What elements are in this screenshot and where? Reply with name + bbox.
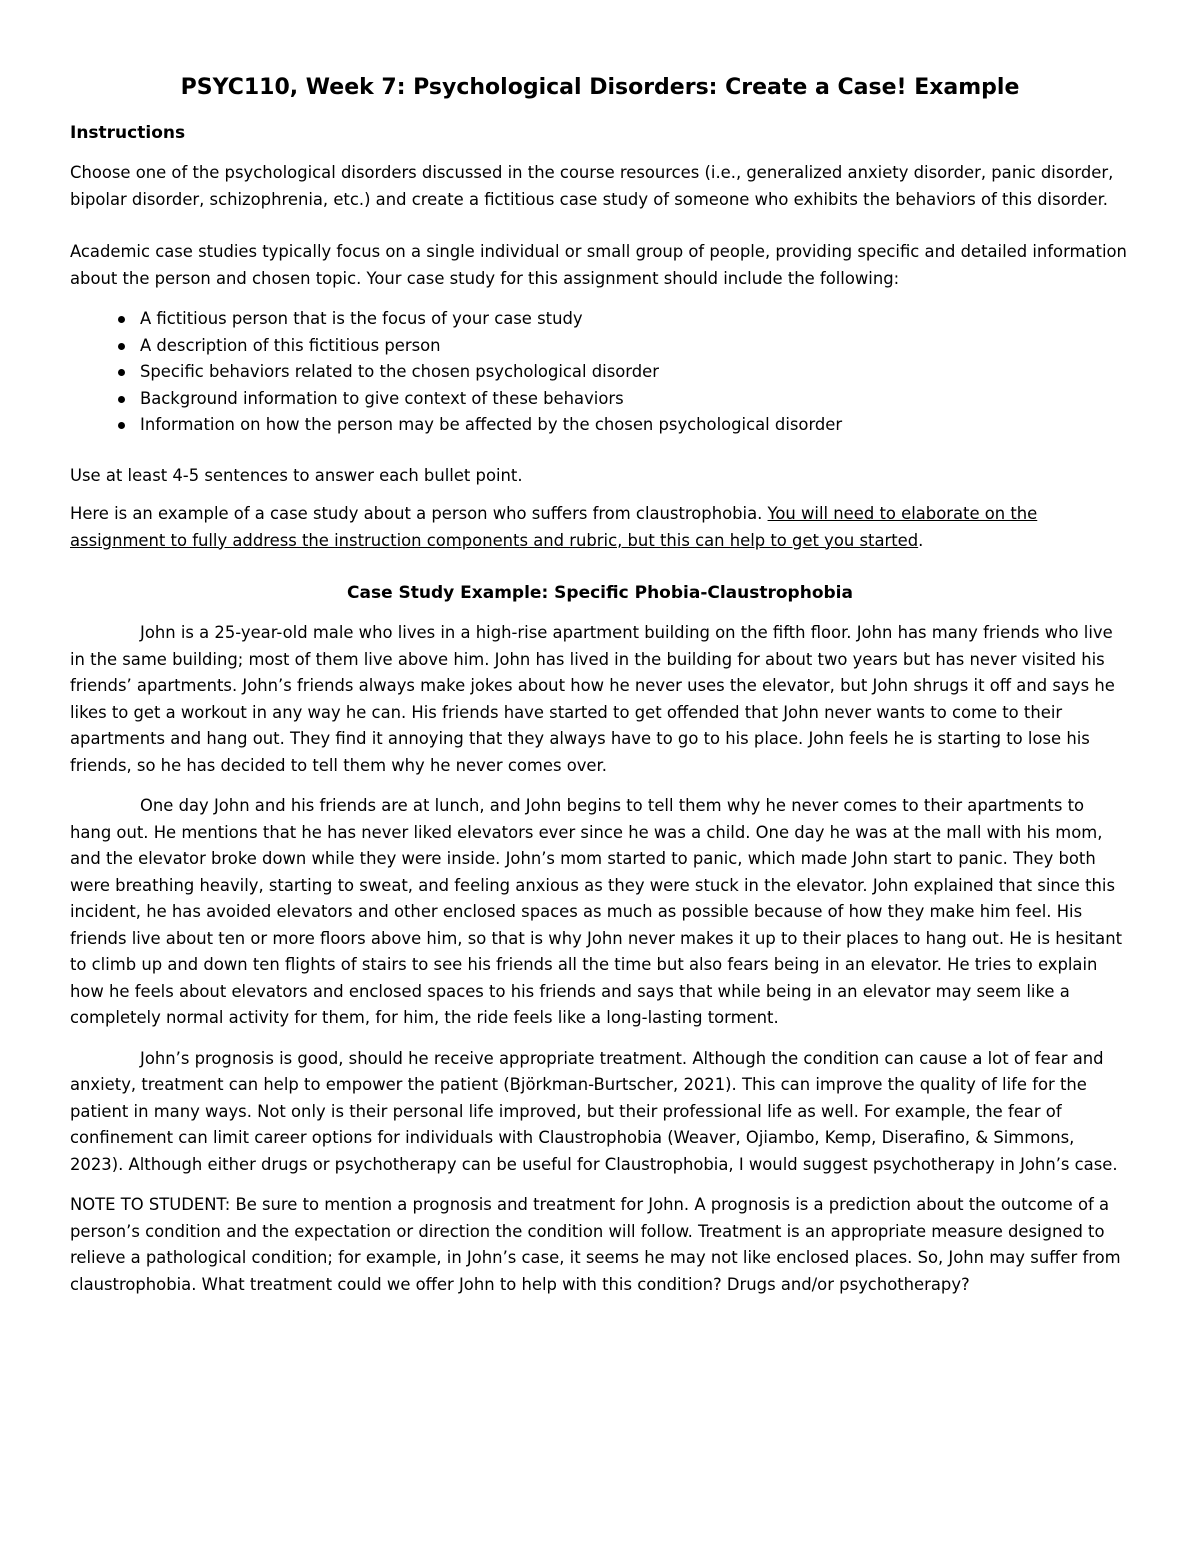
list-item-text: Specific behaviors related to the chosen psychological disorder bbox=[140, 362, 659, 381]
list-item-text: Information on how the person may be affected by the chosen psychological disorder bbox=[140, 415, 843, 434]
case-study-paragraph-1: John is a 25-year-old male who lives in a high-rise apartment building on the fifth floor. John has many friends who live in the same building; most of them live above him. John has lived in the building for about two years but has never visited his friends’ apartments. John’s friends always make jokes about how he never uses the elevator, but John shrugs it off and says he likes to get a workout in any way he can. His friends have started to get offended that John never wants to come to their apartments and hang out. They find it annoying that they always have to go to his place. John feels he is starting to lose his friends, so he has decided to tell them why he never comes over. bbox=[70, 623, 1115, 775]
example-intro-paragraph bbox=[70, 501, 1130, 554]
bullet-icon bbox=[118, 316, 125, 323]
sentence-requirement: Use at least 4-5 sentences to answer each bullet point. bbox=[70, 465, 523, 485]
requirements-list bbox=[70, 306, 1130, 439]
list-item bbox=[118, 306, 1130, 333]
list-item-text: A fictitious person that is the focus of your case study bbox=[140, 309, 583, 328]
bullet-icon bbox=[118, 396, 125, 403]
elaborate-note: You will need to elaborate on the assignment to fully address the instruction components and rubric, but this can help to get you started bbox=[70, 504, 1038, 550]
list-item bbox=[118, 333, 1130, 360]
note-to-student: NOTE TO STUDENT: Be sure to mention a prognosis and treatment for John. A prognosis is a prediction about the outcome of a person’s condition and the expectation or direction the condition will follow. Treatment is an appropriate measure designed to relieve a pathological condition; for example, in John’s case, it seems he may not like enclosed places. So, John may suffer from claustrophobia. What treatment could we offer John to help with this condition? Drugs and/or psychotherapy? bbox=[70, 1195, 1121, 1294]
example-intro-text: Here is an example of a case study about a person who suffers from claustrophobia. bbox=[70, 504, 768, 523]
bullet-icon bbox=[118, 369, 125, 376]
case-study-paragraph-3: John’s prognosis is good, should he receive appropriate treatment. Although the condition can cause a lot of fear and anxiety, treatment can help to empower the patient (Björkman-Burtscher, 2021). This can improve the quality of life for the patient in many ways. Not only is their personal life improved, but their professional life as well. For example, the fear of confinement can limit career options for individuals with Claustrophobia (Weaver, Ojiambo, Kemp, Diserafino, & Simmons, 2023). Although either drugs or psychotherapy can be useful for Claustrophobia, I would suggest psychotherapy in John’s case. bbox=[70, 1048, 1118, 1174]
document-page bbox=[70, 72, 1130, 1298]
page-title: PSYC110, Week 7: Psychological Disorders: Create a Case! Example bbox=[180, 75, 1020, 100]
example-intro-end: . bbox=[918, 530, 924, 550]
list-item bbox=[118, 386, 1130, 413]
instructions-heading: Instructions bbox=[70, 123, 186, 143]
case-study-heading: Case Study Example: Specific Phobia-Claustrophobia bbox=[347, 583, 853, 603]
bullet-icon bbox=[118, 422, 125, 429]
list-item bbox=[118, 412, 1130, 439]
instructions-paragraph-2: Academic case studies typically focus on a single individual or small group of people, providing specific and detailed information about the person and chosen topic. Your case study for this assignment should include the following: bbox=[70, 242, 1127, 288]
list-item-text: Background information to give context of these behaviors bbox=[140, 388, 624, 408]
list-item-text: A description of this fictitious person bbox=[140, 335, 441, 355]
bullet-icon bbox=[118, 343, 125, 350]
list-item bbox=[118, 359, 1130, 386]
case-study-paragraph-2: One day John and his friends are at lunch, and John begins to tell them why he never comes to their apartments to hang out. He mentions that he has never liked elevators ever since he was a child. One day he was at the mall with his mom, and the elevator broke down while they were inside. John’s mom started to panic, which made John start to panic. They both were breathing heavily, starting to sweat, and feeling anxious as they were stuck in the elevator. John explained that since this incident, he has avoided elevators and other enclosed spaces as much as possible because of how they make him feel. His friends live about ten or more floors above him, so that is why John never makes it up to their places to hang out. He is hesitant to climb up and down ten flights of stairs to see his friends all the time but also fears being in an elevator. He tries to explain how he feels about elevators and enclosed spaces to his friends and says that while being in an elevator may seem like a completely normal activity for them, for him, the ride feels like a long-lasting torment. bbox=[70, 796, 1123, 1027]
instructions-paragraph-1: Choose one of the psychological disorders discussed in the course resources (i.e., generalized anxiety disorder, panic disorder, bipolar disorder, schizophrenia, etc.) and create a fictitious case study of someone who exhibits the behaviors of this disorder. bbox=[70, 163, 1114, 209]
